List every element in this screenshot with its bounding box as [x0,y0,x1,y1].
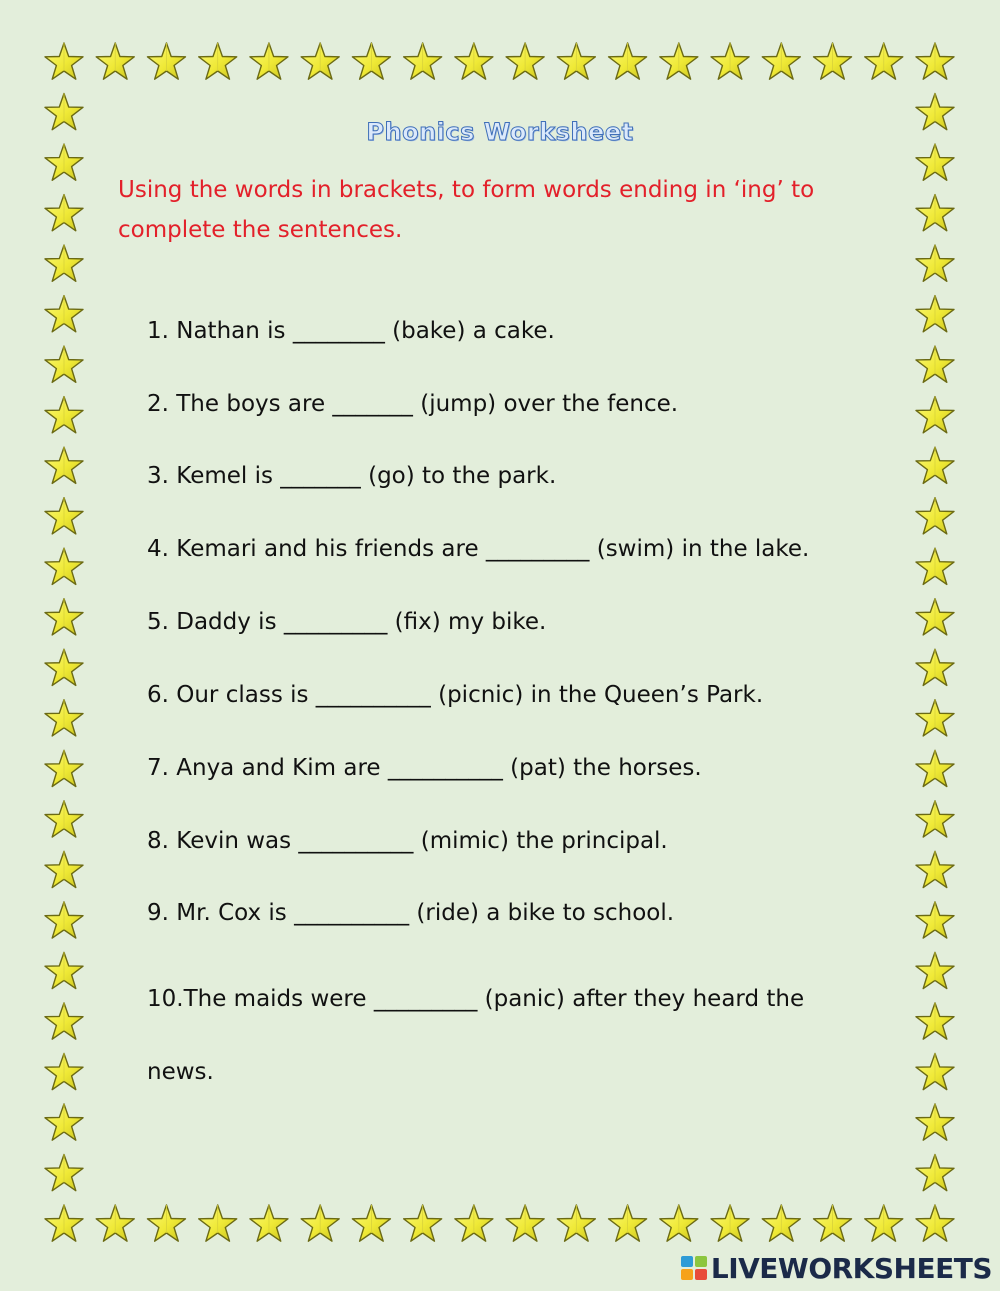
star-icon [147,43,185,79]
star-icon [609,1205,647,1241]
star-icon [557,43,595,79]
star-icon [762,43,800,79]
star-icon [45,498,83,534]
star-icon [45,548,83,584]
star-icon [814,1205,852,1241]
star-icon [916,397,954,433]
star-icon [45,599,83,635]
question-3: 3. Kemel is _______ (go) to the park. [147,463,557,489]
star-icon [352,1205,390,1241]
star-icon [199,1205,237,1241]
star-icon [506,43,544,79]
star-icon [250,43,288,79]
logo-text: LIVEWORKSHEETS [710,1251,992,1285]
star-icon [301,1205,339,1241]
star-icon [762,1205,800,1241]
star-icon [250,1205,288,1241]
question-5: 5. Daddy is _________ (fix) my bike. [147,609,547,635]
star-icon [45,296,83,332]
star-icon [916,43,954,79]
star-icon [45,397,83,433]
star-icon [916,144,954,180]
star-icon [660,1205,698,1241]
star-icon [916,346,954,382]
star-icon [916,296,954,332]
star-icon [916,1154,954,1190]
star-icon [147,1205,185,1241]
star-icon [916,902,954,938]
star-icon [45,447,83,483]
star-icon [45,801,83,837]
star-icon [455,1205,493,1241]
star-icon [916,245,954,281]
question-4: 4. Kemari and his friends are _________ (swim) in the lake. [147,536,810,562]
star-icon [865,43,903,79]
star-icon [45,750,83,786]
question-1: 1. Nathan is ________ (bake) a cake. [147,318,555,344]
star-icon [916,700,954,736]
question-2: 2. The boys are _______ (jump) over the fence. [147,391,679,417]
star-icon [455,43,493,79]
star-icon [301,43,339,79]
star-icon [45,43,83,79]
star-icon [45,144,83,180]
star-icon [45,1053,83,1089]
star-icon [916,447,954,483]
star-icon [45,1003,83,1039]
star-icon [916,801,954,837]
star-icon [916,498,954,534]
question-10-continuation: news. [147,1059,214,1085]
star-icon [45,1205,83,1241]
star-icon [45,902,83,938]
worksheet-title: Phonics Worksheet [366,118,634,146]
star-icon [814,43,852,79]
star-icon [45,1154,83,1190]
star-icon [45,700,83,736]
star-icon [45,195,83,231]
star-icon [916,599,954,635]
star-icon [45,851,83,887]
question-7: 7. Anya and Kim are __________ (pat) the horses. [147,755,702,781]
instructions-text: Using the words in brackets, to form words ending in ‘ing’ to complete the sentences. [118,177,815,243]
star-icon [404,1205,442,1241]
star-icon [660,43,698,79]
question-10: 10.The maids were _________ (panic) after they heard the [147,986,805,1012]
star-icon [865,1205,903,1241]
star-icon [916,548,954,584]
star-icon [916,1053,954,1089]
star-icon [45,649,83,685]
star-icon [916,195,954,231]
star-icon [916,1003,954,1039]
star-icon [557,1205,595,1241]
question-6: 6. Our class is __________ (picnic) in the Queen’s Park. [147,682,764,708]
star-icon [45,346,83,382]
star-icon [404,43,442,79]
star-icon [916,750,954,786]
star-icon [45,952,83,988]
star-icon [45,1104,83,1140]
star-icon [916,952,954,988]
star-icon [711,1205,749,1241]
liveworksheets-logo[interactable] [681,1251,992,1285]
star-icon [45,245,83,281]
star-icon [916,1104,954,1140]
star-icon [506,1205,544,1241]
question-9: 9. Mr. Cox is __________ (ride) a bike to school. [147,900,675,926]
star-icon [711,43,749,79]
star-icon [916,1205,954,1241]
star-icon [609,43,647,79]
question-8: 8. Kevin was __________ (mimic) the principal. [147,828,668,854]
star-icon [916,649,954,685]
logo-mark-icon [681,1256,707,1280]
star-icon [916,851,954,887]
star-icon [199,43,237,79]
star-icon [352,43,390,79]
star-icon [96,43,134,79]
star-icon [96,1205,134,1241]
